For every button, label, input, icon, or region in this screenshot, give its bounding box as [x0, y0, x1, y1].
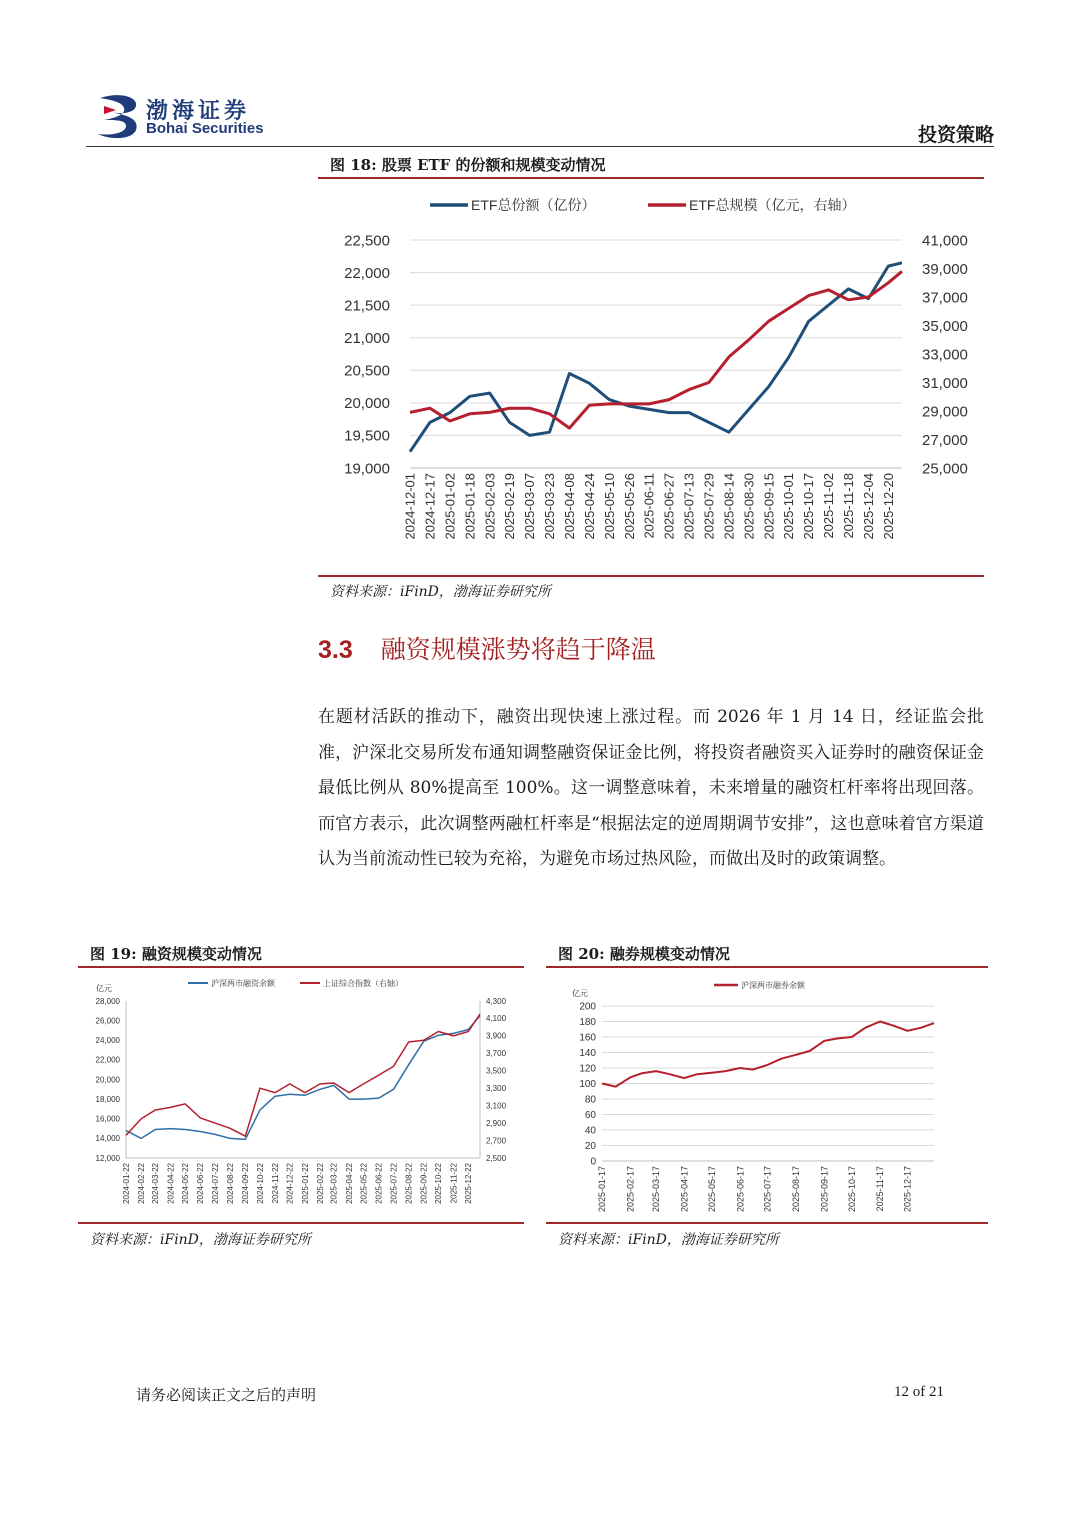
x-tick-label: 2025-11-17 [875, 1166, 886, 1212]
figure-18-top-rule [318, 177, 984, 179]
x-tick-label: 2025-07-17 [762, 1166, 773, 1213]
x-tick-label: 2025-07-29 [701, 473, 717, 540]
section-title: 融资规模涨势将趋于降温 [380, 635, 656, 664]
x-tick-label: 2025-11-22 [449, 1163, 459, 1204]
x-tick-label: 2025-03-22 [329, 1163, 339, 1204]
x-tick-label: 2025-02-22 [315, 1163, 325, 1204]
y-left-tick-label: 140 [579, 1048, 596, 1059]
y-right-tick-label: 2,500 [486, 1153, 507, 1163]
y-left-tick-label: 14,000 [95, 1134, 120, 1144]
x-tick-label: 2025-10-22 [434, 1163, 444, 1204]
y-left-tick-label: 120 [579, 1063, 596, 1075]
x-tick-label: 2024-12-17 [422, 473, 438, 540]
brand-name-en: Bohai Securities [146, 120, 264, 137]
y-right-tick-label: 3,100 [486, 1101, 507, 1111]
x-tick-label: 2025-08-17 [791, 1166, 802, 1213]
y-right-tick-label: 3,300 [486, 1084, 507, 1094]
x-tick-label: 2024-07-22 [210, 1163, 220, 1204]
figure-18-bottom-rule [318, 575, 984, 577]
y-left-tick-label: 20,000 [344, 395, 390, 413]
x-tick-label: 2025-05-26 [621, 473, 637, 540]
series-line [126, 1014, 480, 1136]
y-left-tick-label: 80 [584, 1094, 596, 1106]
figure-20-bottom-rule [546, 1222, 988, 1224]
legend-label: ETF总规模（亿元，右轴） [689, 196, 856, 213]
y-left-tick-label: 20 [584, 1141, 596, 1152]
x-tick-label: 2024-12-22 [285, 1163, 295, 1204]
x-tick-label: 2025-05-22 [359, 1163, 369, 1204]
y-right-tick-label: 2,900 [486, 1118, 507, 1128]
figure-20-chart [546, 970, 988, 1220]
figure-18-source: 资料来源：iFinD，渤海证券研究所 [330, 584, 551, 600]
series-line [602, 1022, 934, 1087]
y-right-tick-label: 25,000 [922, 460, 968, 478]
x-tick-label: 2025-06-27 [661, 473, 677, 540]
y-right-tick-label: 37,000 [922, 289, 968, 307]
x-tick-label: 2025-12-17 [902, 1166, 913, 1213]
y-right-tick-label: 31,000 [922, 374, 968, 392]
header-divider [86, 146, 994, 147]
x-tick-label: 2024-03-22 [151, 1163, 161, 1204]
figure-20-title: 图 20: 融券规模变动情况 [558, 945, 730, 963]
x-tick-label: 2025-02-19 [502, 473, 518, 540]
document-type: 投资策略 [917, 124, 994, 146]
x-tick-label: 2024-10-22 [255, 1163, 265, 1204]
figure-19-chart [78, 970, 524, 1220]
x-tick-label: 2025-12-20 [880, 473, 896, 540]
y-right-tick-label: 4,100 [486, 1014, 507, 1024]
figure-20-top-rule [546, 966, 988, 968]
x-tick-label: 2025-10-17 [801, 473, 817, 540]
x-tick-label: 2025-06-22 [374, 1163, 384, 1204]
legend-label: 沪深两市融券余额 [741, 980, 805, 990]
body-paragraph [318, 700, 984, 878]
y-left-tick-label: 22,500 [344, 232, 390, 250]
x-tick-label: 2025-05-17 [706, 1166, 717, 1213]
y-left-tick-label: 200 [579, 1001, 596, 1013]
x-tick-label: 2025-04-17 [679, 1166, 690, 1213]
y-right-tick-label: 33,000 [922, 346, 968, 364]
y-left-tick-label: 21,500 [344, 297, 390, 315]
x-tick-label: 2024-08-22 [225, 1163, 235, 1204]
x-tick-label: 2025-01-17 [597, 1166, 608, 1213]
figure-19-bottom-rule [78, 1222, 524, 1224]
x-tick-label: 2025-07-13 [681, 473, 697, 540]
x-tick-label: 2025-06-17 [735, 1166, 746, 1213]
y-left-tick-label: 18,000 [95, 1094, 120, 1104]
y-unit-label: 亿元 [96, 984, 112, 993]
x-tick-label: 2025-12-22 [464, 1163, 474, 1204]
paragraph-text: 在题材活跃的推动下，融资出现快速上涨过程。而 2026 年 1 月 14 日，经证监会批准，沪深北交易所发布通知调整融资保证金比例，将投资者融资买入证券时的融资保证金最低比例从 80%提高至 100%。这一调整意味着，未来增量的融资杠杆率将出现回落。而官方表示，此次调整两融杠杆率是“根据法定的逆周期调节安排”，这也意味着官方渠道认为当前流动性已较为充裕，为避免市场过热风险，而做出及时的政策调整。 [318, 707, 984, 869]
y-left-tick-label: 0 [590, 1156, 596, 1168]
section-number: 3.3 [318, 636, 353, 664]
y-left-tick-label: 20,500 [344, 362, 390, 380]
y-left-tick-label: 180 [579, 1017, 596, 1028]
y-right-tick-label: 3,900 [486, 1031, 507, 1041]
x-tick-label: 2025-08-14 [721, 473, 737, 540]
y-left-tick-label: 20,000 [95, 1075, 120, 1085]
y-right-tick-label: 3,700 [486, 1049, 507, 1059]
x-tick-label: 2025-03-07 [522, 473, 538, 540]
x-tick-label: 2025-04-08 [561, 473, 577, 540]
brand-name-cn: 渤海证券 [146, 99, 251, 124]
y-left-tick-label: 28,000 [95, 996, 120, 1006]
legend-label: 上证综合指数（右轴） [323, 978, 403, 988]
y-left-tick-label: 16,000 [95, 1114, 120, 1124]
x-tick-label: 2025-08-22 [404, 1163, 414, 1204]
series-line [126, 1016, 480, 1140]
x-tick-label: 2025-10-01 [781, 472, 797, 540]
x-tick-label: 2024-04-22 [166, 1163, 176, 1204]
y-left-tick-label: 22,000 [344, 264, 390, 282]
figure-19-title: 图 19: 融资规模变动情况 [90, 945, 262, 963]
x-tick-label: 2025-08-30 [741, 473, 757, 540]
y-right-tick-label: 41,000 [922, 232, 968, 250]
x-tick-label: 2025-04-22 [344, 1163, 354, 1204]
legend-label: ETF总份额（亿份） [471, 196, 596, 213]
y-right-tick-label: 35,000 [922, 317, 968, 335]
company-logo [96, 92, 316, 142]
x-tick-label: 2025-09-22 [419, 1163, 429, 1204]
x-tick-label: 2024-09-22 [241, 1163, 251, 1204]
x-tick-label: 2025-02-17 [625, 1166, 636, 1213]
x-tick-label: 2025-01-22 [300, 1163, 310, 1204]
x-tick-label: 2025-03-23 [542, 473, 558, 540]
x-tick-label: 2025-11-18 [840, 473, 856, 539]
footer-disclaimer: 请务必阅读正文之后的声明 [136, 1386, 317, 1404]
logo-mark-icon [96, 92, 144, 142]
y-left-tick-label: 24,000 [95, 1036, 120, 1046]
y-right-tick-label: 39,000 [922, 260, 968, 278]
y-right-tick-label: 29,000 [922, 403, 968, 421]
y-left-tick-label: 22,000 [95, 1055, 120, 1065]
x-tick-label: 2025-06-11 [641, 473, 657, 539]
x-tick-label: 2025-09-15 [761, 473, 777, 540]
y-left-tick-label: 26,000 [95, 1016, 120, 1026]
x-tick-label: 2025-07-22 [389, 1163, 399, 1204]
figure-18-title: 图 18: 股票 ETF 的份额和规模变动情况 [330, 156, 606, 174]
page-number: 12 of 21 [894, 1384, 944, 1400]
x-tick-label: 2025-10-17 [846, 1166, 857, 1213]
x-tick-label: 2024-06-22 [196, 1163, 206, 1204]
series-line [410, 271, 902, 428]
y-left-tick-label: 19,500 [344, 427, 390, 445]
y-left-tick-label: 21,000 [344, 329, 390, 347]
y-unit-label: 亿元 [572, 989, 588, 998]
figure-19-top-rule [78, 966, 524, 968]
x-tick-label: 2025-03-17 [651, 1166, 662, 1213]
x-tick-label: 2025-01-02 [442, 473, 458, 540]
x-tick-label: 2025-11-02 [821, 473, 837, 539]
x-tick-label: 2025-01-18 [462, 473, 478, 540]
y-left-tick-label: 19,000 [344, 460, 390, 478]
y-left-tick-label: 12,000 [95, 1153, 120, 1163]
x-tick-label: 2024-11-22 [270, 1163, 280, 1204]
y-right-tick-label: 4,300 [486, 996, 507, 1006]
x-tick-label: 2025-05-10 [601, 473, 617, 540]
y-right-tick-label: 2,700 [486, 1136, 507, 1146]
x-tick-label: 2025-09-17 [819, 1166, 830, 1213]
x-tick-label: 2024-12-01 [402, 473, 418, 540]
y-right-tick-label: 3,500 [486, 1066, 507, 1076]
y-left-tick-label: 40 [584, 1125, 596, 1137]
x-tick-label: 2025-12-04 [860, 473, 876, 540]
legend-label: 沪深两市融资余额 [211, 978, 275, 988]
x-tick-label: 2024-02-22 [136, 1163, 146, 1204]
y-left-tick-label: 60 [584, 1110, 596, 1121]
x-tick-label: 2024-05-22 [180, 1163, 190, 1204]
x-tick-label: 2025-04-24 [581, 473, 597, 540]
figure-19-source: 资料来源：iFinD，渤海证券研究所 [90, 1232, 311, 1248]
figure-20-source: 资料来源：iFinD，渤海证券研究所 [558, 1232, 779, 1248]
section-heading [318, 630, 656, 666]
y-right-tick-label: 27,000 [922, 431, 968, 449]
y-left-tick-label: 100 [579, 1079, 596, 1090]
y-left-tick-label: 160 [579, 1032, 596, 1044]
figure-18-chart [318, 182, 984, 572]
x-tick-label: 2025-02-03 [482, 473, 498, 540]
x-tick-label: 2024-01-22 [121, 1163, 131, 1204]
